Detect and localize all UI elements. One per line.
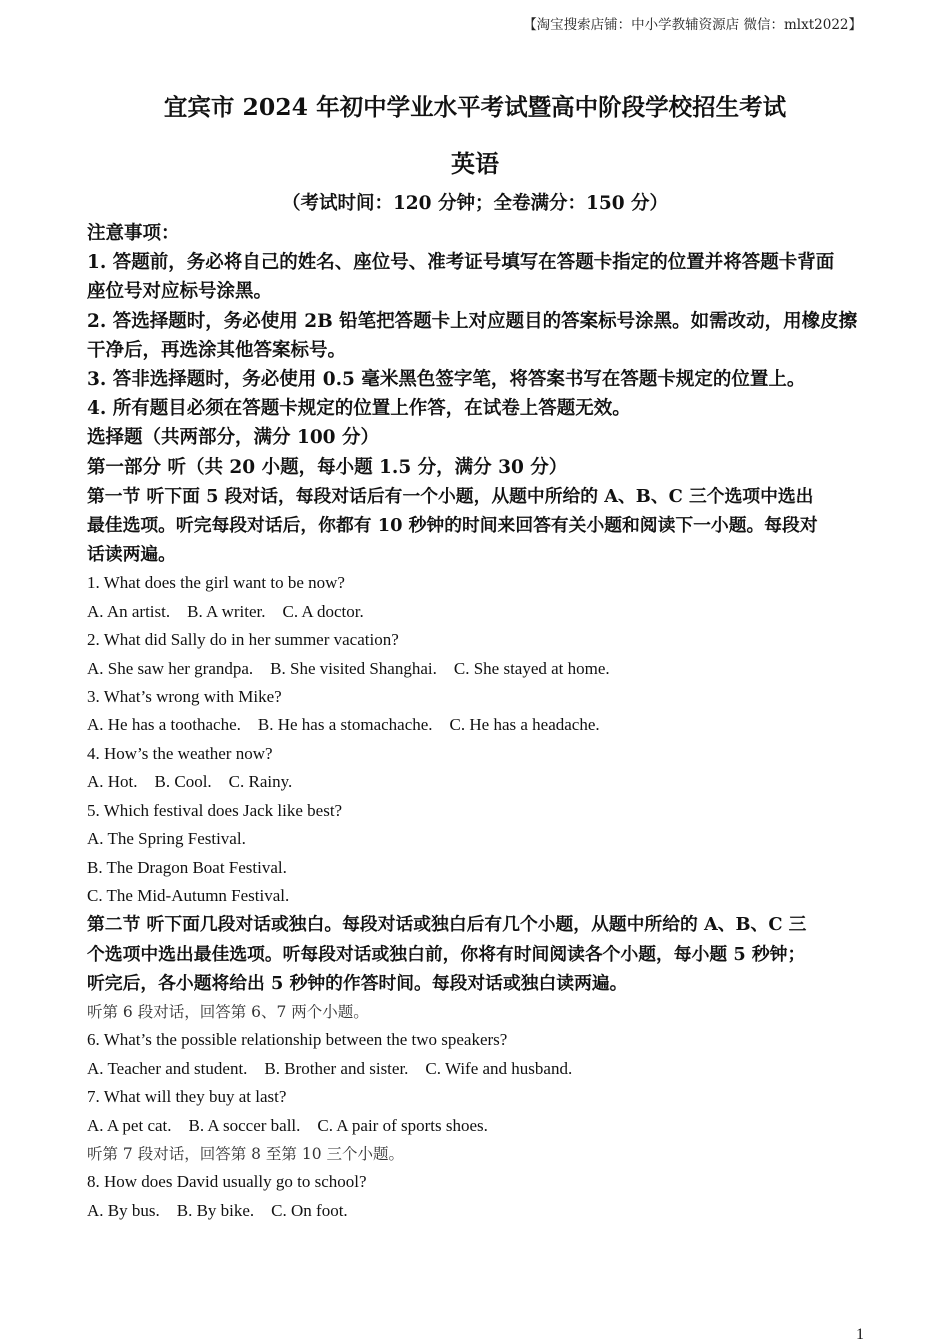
part1-heading: 第一部分 听（共 20 小题，每小题 1.5 分，满分 30 分） [87,456,568,478]
question-option: C. The Mid-Autumn Festival. [87,885,290,905]
question-text: 4. How’s the weather now? [87,743,273,763]
dialogue-intro: 听第 7 段对话，回答第 8 至第 10 三个小题。 [87,1144,405,1163]
question-text: 2. What did Sally do in her summer vacation? [87,630,399,650]
question-options: A. By bus. B. By bike. C. On foot. [87,1200,348,1220]
question-text: 5. Which festival does Jack like best? [87,800,343,820]
part1-section1-instruction: 最佳选项。听完每段对话后，你都有 10 秒钟的时间来回答有关小题和阅读下一小题。每段对 [87,515,818,537]
question-options: A. An artist. B. A writer. C. A doctor. [87,601,364,621]
question-text: 1. What does the girl want to be now? [87,573,345,593]
part1-section2-instruction: 第二节 听下面几段对话或独白。每段对话或独白后有几个小题，从题中所给的 A、B、C 三 [87,914,807,936]
part1-section2-instruction: 个选项中选出最佳选项。听每段对话或独白前，你将有时间阅读各个小题，每小题 5 秒钟； [87,943,806,965]
part1-section2-instruction: 听完后，各小题将给出 5 秒钟的作答时间。每段对话或独白读两遍。 [87,972,628,994]
part1-section1-instruction: 话读两遍。 [87,544,176,566]
exam-content [87,219,877,1225]
question-options: A. Hot. B. Cool. C. Rainy. [87,772,293,792]
question-text: 8. How does David usually go to school? [87,1172,367,1192]
header-note: 【淘宝搜索店铺：中小学教辅资源店 微信：mlxt2022】 [523,17,862,33]
question-option: A. The Spring Festival. [87,829,246,849]
notice-line: 3. 答非选择题时，务必使用 0.5 毫米黑色签字笔，将答案书写在答题卡规定的位置上。 [87,369,806,391]
question-options: A. He has a toothache. B. He has a stomachache. C. He has a headache. [87,715,600,735]
page-number: 1 [856,1326,864,1343]
question-text: 3. What’s wrong with Mike? [87,687,282,707]
notice-heading: 注意事项： [87,223,180,244]
question-text: 6. What’s the possible relationship between the two speakers? [87,1030,508,1050]
question-options: A. She saw her grandpa. B. She visited Shanghai. C. She stayed at home. [87,658,610,678]
dialogue-intro: 听第 6 段对话，回答第 6、7 两个小题。 [87,1002,369,1021]
question-option: B. The Dragon Boat Festival. [87,857,287,877]
question-options: A. A pet cat. B. A soccer ball. C. A pair of sports shoes. [87,1115,488,1135]
question-options: A. Teacher and student. B. Brother and sister. C. Wife and husband. [87,1058,573,1078]
notice-line: 4. 所有题目必须在答题卡规定的位置上作答，在试卷上答题无效。 [87,398,631,420]
notice-line: 1. 答题前，务必将自己的姓名、座位号、准考证号填写在答题卡指定的位置并将答题卡背面 [87,252,835,274]
subject-title: 英语 [451,149,499,178]
part1-section1-instruction: 第一节 听下面 5 段对话，每段对话后有一个小题，从题中所给的 A、B、C 三个选项中选出 [87,485,814,507]
notice-line: 干净后，再选涂其他答案标号。 [87,339,347,361]
section-heading: 选择题（共两部分，满分 100 分） [87,427,379,449]
question-text: 7. What will they buy at last? [87,1087,287,1107]
exam-title: 宜宾市 2024 年初中学业水平考试暨高中阶段学校招生考试 [163,93,787,121]
exam-info: （考试时间：120 分钟；全卷满分：150 分） [281,193,669,214]
notice-line: 座位号对应标号涂黑。 [87,281,273,303]
notice-line: 2. 答选择题时，务必使用 2B 铅笔把答题卡上对应题目的答案标号涂黑。如需改动，用橡皮擦 [87,310,858,332]
